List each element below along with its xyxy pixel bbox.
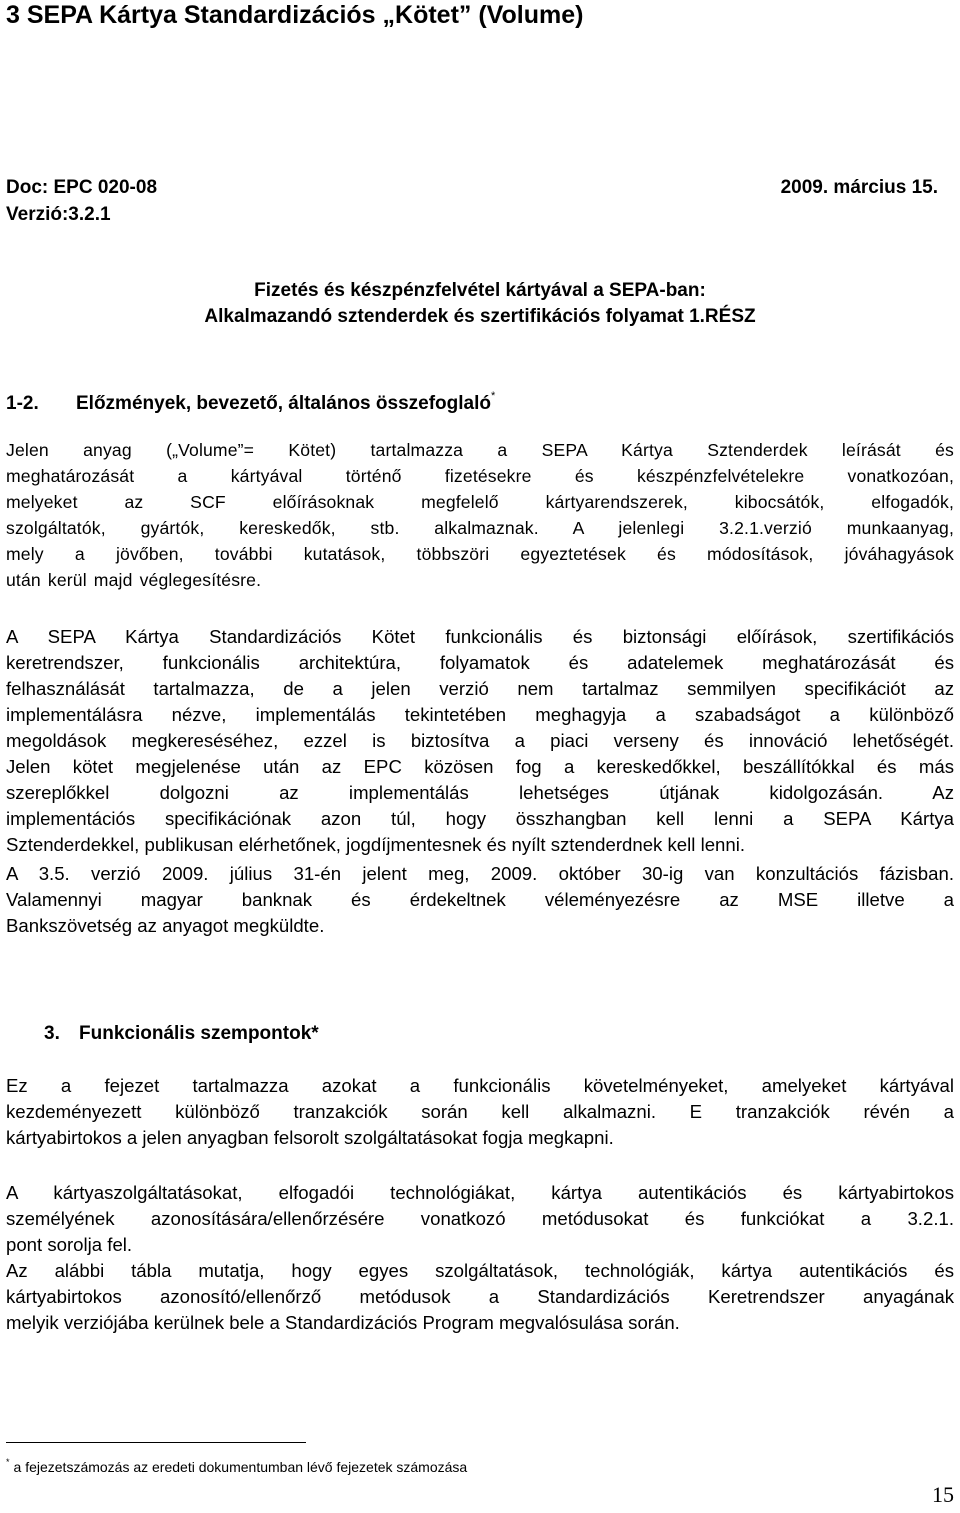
footnote-text: a fejezetszámozás az eredeti dokumentumban lévő fejezetek számozása [13, 1459, 468, 1475]
text-line: melyeket az SCF előírásoknak megfelelő kártyarendszerek, kibocsátók, elfogadók, [6, 492, 954, 512]
doc-id: Doc: EPC 020-08 [6, 177, 158, 198]
section-number: 3. [44, 1023, 60, 1044]
document-subtitle [0, 278, 960, 330]
paragraph-standardization [6, 624, 954, 858]
text-line: megoldások megkereséséhez, ezzel is biztosítva a piaci verseny és innováció lehetőségét. [6, 730, 954, 751]
text-line: kezdeményezett különböző tranzakciók során kell alkalmazni. E tranzakciók révén a [6, 1101, 954, 1122]
text-line: után kerül majd véglegesítésre. [6, 570, 262, 590]
section-number: 1-2. [6, 393, 39, 414]
text-line: Ez a fejezet tartalmazza azokat a funkcionális követelményeket, amelyeket kártyával [6, 1075, 954, 1096]
text-line: kártyabirtokos azonosító/ellenőrző metódusok a Standardizációs Keretrendszer anyagának [6, 1286, 954, 1307]
paragraph-intro [6, 437, 954, 593]
text-line: Jelen anyag („Volume”= Kötet) tartalmazza a SEPA Kártya Sztenderdek leírását és [6, 440, 954, 460]
page-number: 15 [932, 1482, 954, 1507]
doc-date: 2009. március 15. [780, 177, 938, 198]
text-line: A 3.5. verzió 2009. július 31-én jelent meg, 2009. október 30-ig van konzultációs fázisban. [6, 863, 954, 884]
text-line: személyének azonosítására/ellenőrzésére vonatkozó metódusokat és funkciókat a 3.2.1. [6, 1208, 954, 1229]
subtitle-line-1: Fizetés és készpénzfelvétel kártyával a SEPA-ban: [254, 280, 706, 301]
text-line: Bankszövetség az anyagot megküldte. [6, 915, 325, 936]
text-line: A SEPA Kártya Standardizációs Kötet funkcionális és biztonsági előírások, szertifikációs [6, 626, 954, 647]
text-line: Sztenderdekkel, publikusan elérhetőnek, jogdíjmentesnek és nyílt sztenderdnek kell lenni. [6, 834, 746, 855]
text-line: implementációs specifikációnak azon túl, hogy összhangban kell lenni a SEPA Kártya [6, 808, 954, 829]
text-line: A kártyaszolgáltatásokat, elfogadói technológiákat, kártya autentikációs és kártyabirtokos [6, 1182, 954, 1203]
text-line: kártyabirtokos a jelen anyagban felsorolt szolgáltatásokat fogja megkapni. [6, 1127, 614, 1148]
doc-version: Verzió:3.2.1 [6, 204, 111, 225]
paragraph-functional-requirements [6, 1073, 954, 1151]
document-title: 3 SEPA Kártya Standardizációs „Kötet” (Volume) [6, 1, 584, 29]
footnote-marker: * [6, 1457, 10, 1467]
section-title: Funkcionális szempontok* [79, 1023, 319, 1044]
footnote-marker: * [490, 390, 496, 402]
footnote [6, 1453, 467, 1476]
text-line: melyik verziójába kerülnek bele a Standardizációs Program megvalósulása során. [6, 1312, 680, 1333]
text-line: meghatározását a kártyával történő fizetésekre és készpénzfelvételekre vonatkozóan, [6, 466, 954, 486]
text-line: Az alábbi tábla mutatja, hogy egyes szolgáltatások, technológiák, kártya autentikációs és [6, 1260, 954, 1281]
text-line: szolgáltatók, gyártók, kereskedők, stb. alkalmaznak. A jelenlegi 3.2.1.verzió munkaanyag, [6, 518, 954, 538]
paragraph-table-intro [6, 1258, 954, 1336]
text-line: Jelen kötet megjelenése után az EPC közösen fog a kereskedőkkel, beszállítókkal és más [6, 756, 954, 777]
footnote-separator [6, 1442, 306, 1443]
text-line: Valamennyi magyar banknak és érdekeltnek véleményezésre az MSE illetve a [6, 889, 954, 910]
text-line: felhasználását tartalmazza, de a jelen verzió nem tartalmaz semmilyen specifikációt az [6, 678, 954, 699]
text-line: implementálásra nézve, implementálás tekintetében meghagyja a szabadságot a különböző [6, 704, 954, 725]
text-line: mely a jövőben, további kutatások, többszöri egyeztetések és módosítások, jóváhagyások [6, 544, 954, 564]
paragraph-card-services [6, 1180, 954, 1258]
paragraph-version-info [6, 861, 954, 939]
section-heading-3 [44, 1022, 319, 1046]
subtitle-line-2: Alkalmazandó sztenderdek és szertifikációs folyamat 1.RÉSZ [204, 306, 756, 327]
text-line: pont sorolja fel. [6, 1234, 133, 1255]
text-line: keretrendszer, funkcionális architektúra, folyamatok és adatelemek meghatározását és [6, 652, 954, 673]
section-title: Előzmények, bevezető, általános összefoglaló [76, 393, 491, 414]
text-line: szereplőkkel dolgozni az implementálás lehetséges útjának kidolgozásán. Az [6, 782, 954, 803]
section-heading-1-2 [6, 384, 495, 416]
